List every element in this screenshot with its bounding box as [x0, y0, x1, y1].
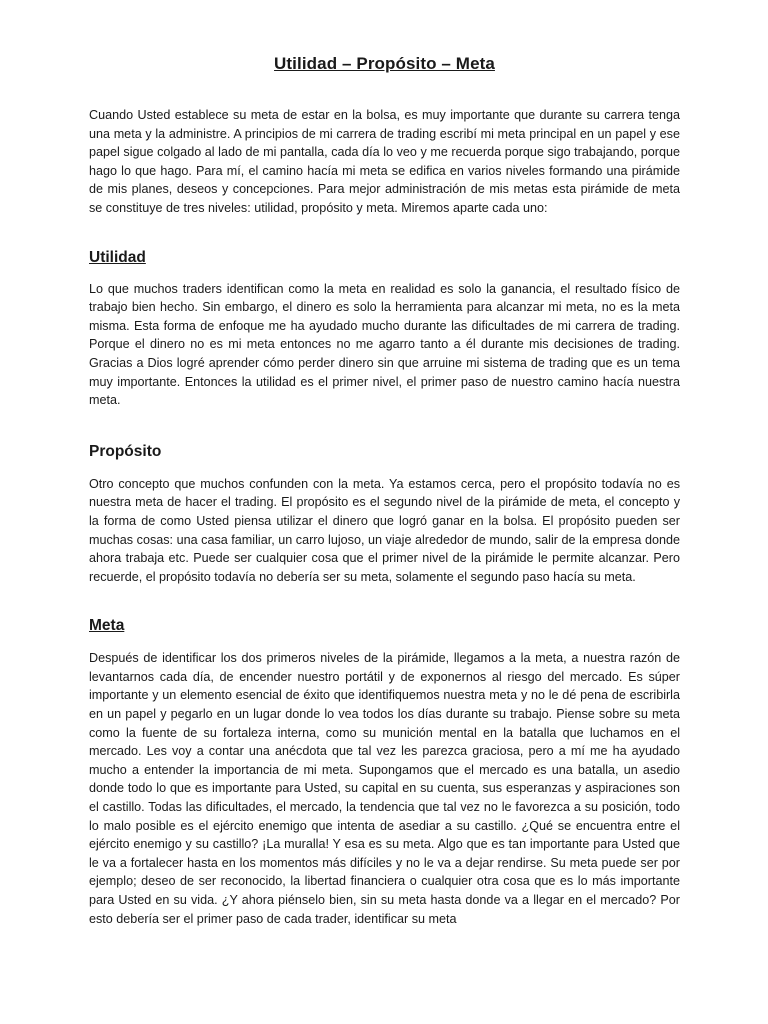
document-title: Utilidad – Propósito – Meta: [274, 54, 495, 73]
section-heading-utilidad: Utilidad: [89, 248, 146, 266]
section-heading-proposito: Propósito: [89, 442, 162, 460]
section-body-meta: Después de identificar los dos primeros niveles de la pirámide, llegamos a la meta, a nuestra razón de levantarnos cada día, de encender nuestro portátil y de exponernos al riesgo del mercado. Es súper importante y un elemento esencial de éxito que identifiquemos nuestra meta y no le dé pena de escribirla en un papel y pegarlo en un lugar donde lo vea todos los días durante su trabajo. Piense sobre su meta como la fuente de su fortaleza interna, como su munición mental en la batalla que luchamos en el mercado. Les voy a contar una anécdota que tal vez les parezca graciosa, pero a mí me ha ayudado mucho a entender la importancia de mi meta. Supongamos que el mercado es una batalla, un asedio donde todo lo que es importante para Usted, su capital en su cuenta, sus esperanzas y aspiraciones son el castillo. Todas las dificultades, el mercado, la tendencia que tal vez no le favorezca a su posición, todo lo malo posible es el ejército enemigo que intenta de asediar a su castillo. ¿Qué se encuentra entre el ejército enemigo y su castillo? ¡La muralla! Y esa es su meta. Algo que es tan importante para Usted que le va a fortalecer hasta en los momentos más difíciles y no le va a dejar rendirse. Su meta puede ser por ejemplo; deseo de ser reconocido, la libertad financiera o cualquier otra cosa que es lo más importante para Usted en su vida. ¿Y ahora piénselo bien, sin su meta hasta donde va a llegar en el mercado? Por esto debería ser el primer paso de cada trader, identificar su meta: [89, 651, 680, 926]
section-heading-meta: Meta: [89, 617, 125, 635]
intro-paragraph: Cuando Usted establece su meta de estar en la bolsa, es muy importante que durante su carrera tenga una meta y la administre. A principios de mi carrera de trading escribí mi meta principal en un papel y ese papel sigue colgado al lado de mi pantalla, cada día lo veo y me recuerda porque sigo trabajando, porque hago lo que hago. Para mí, el camino hacía mi meta se edifica en varios niveles formando una pirámide de mis planes, deseos y concepciones. Para mejor administración de mis metas esta pirámide de meta se constituye de tres niveles: utilidad, propósito y meta. Miremos aparte cada uno:: [89, 108, 680, 215]
section-body-utilidad: Lo que muchos traders identifican como la meta en realidad es solo la ganancia, el resultado físico de trabajo bien hecho. Sin embargo, el dinero es solo la herramienta para alcanzar mi meta, no es la meta misma. Esta forma de enfoque me ha ayudado mucho durante las dificultades de mi carrera de trading. Porque el dinero no es mi meta entonces no me agarro tanto a él durante mis decisiones de trading. Gracias a Dios logré aprender cómo perder dinero sin que arruine mi sistema de trading que es un tema muy importante. Entonces la utilidad es el primer nivel, el primer paso de nuestro camino hacía nuestra meta.: [89, 281, 680, 408]
section-body-proposito: Otro concepto que muchos confunden con la meta. Ya estamos cerca, pero el propósito todavía no es nuestra meta de hacer el trading. El propósito es el segundo nivel de la pirámide de meta, el concepto y la forma de como Usted piensa utilizar el dinero que logró ganar en la bolsa. El propósito pueden ser muchas cosas: una casa familiar, un carro lujoso, un viaje alrededor de mundo, salir de la empresa donde ahora trabaja etc. Puede ser cualquier cosa que el primer nivel de la pirámide le permite alcanzar. Pero recuerde, el propósito todavía no debería ser su meta, solamente el segundo paso hacía su meta.: [89, 476, 680, 584]
